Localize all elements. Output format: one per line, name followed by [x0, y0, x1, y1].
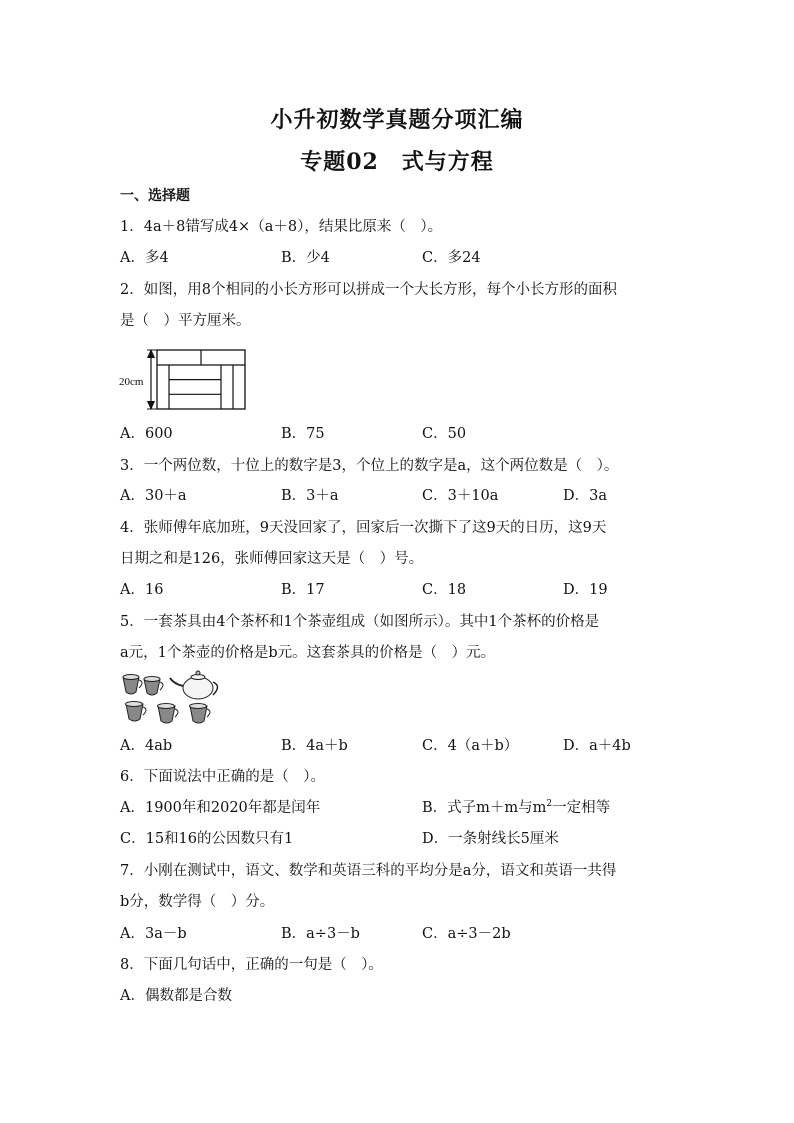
question-7-text-line-2: b分，数学得（ ）分。 — [120, 894, 275, 910]
q2-option-a: A．600 — [120, 426, 173, 442]
q3-option-b: B．3＋a — [281, 488, 339, 504]
q1-option-c: C．多24 — [422, 250, 481, 266]
rectangle-puzzle-figure — [145, 348, 249, 412]
q1-option-b: B．少4 — [281, 250, 330, 266]
q5-option-c: C．4（a＋b） — [422, 738, 519, 754]
q4-option-d: D．19 — [563, 582, 608, 598]
section-heading: 一、选择题 — [120, 188, 190, 204]
q2-option-c: C．50 — [422, 426, 467, 442]
q2-option-b: B．75 — [281, 426, 325, 442]
question-2-text-line-1: 2．如图，用8个相同的小长方形可以拼成一个大长方形，每个小长方形的面积 — [120, 282, 617, 298]
question-5-text-line-2: a元，1个茶壶的价格是b元。这套茶具的价格是（ ）元。 — [120, 645, 496, 661]
q7-option-c: C．a÷3－2b — [422, 926, 511, 942]
q3-option-c: C．3＋10a — [422, 488, 499, 504]
q6-option-d: D．一条射线长5厘米 — [422, 831, 559, 847]
tea-set-figure — [118, 668, 224, 730]
q7-option-a: A．3a－b — [120, 926, 187, 942]
q5-option-d: D．a＋4b — [563, 738, 631, 754]
q6-option-b: B．式子m＋m与$m^2$一定相等 — [422, 799, 611, 816]
question-6-text: 6．下面说法中正确的是（ ）。 — [120, 769, 325, 785]
q5-option-b: B．4a＋b — [281, 738, 348, 754]
q4-option-c: C．18 — [422, 582, 467, 598]
q7-option-b: B．a÷3－b — [281, 926, 360, 942]
figure-dimension-label: 20cm — [119, 376, 144, 388]
question-4-text-line-1: 4．张师傅年底加班，9天没回家了，回家后一次撕下了这9天的日历，这9天 — [120, 520, 607, 536]
question-7-text-line-1: 7．小刚在测试中，语文、数学和英语三科的平均分是a分，语文和英语一共得 — [120, 863, 617, 879]
q6-option-c: C．15和16的公因数只有1 — [120, 831, 294, 847]
q6-option-a: A．1900年和2020年都是闰年 — [120, 800, 321, 816]
question-8-text: 8．下面几句话中，正确的一句是（ ）。 — [120, 957, 383, 973]
q8-option-a: A．偶数都是合数 — [120, 988, 232, 1004]
question-2-text-line-2: 是（ ）平方厘米。 — [120, 313, 251, 329]
document-title: 小升初数学真题分项汇编 — [270, 107, 524, 133]
q3-option-d: D．3a — [563, 488, 607, 504]
q4-option-b: B．17 — [281, 582, 325, 598]
q1-option-a: A．多4 — [120, 250, 169, 266]
q3-option-a: A．30＋a — [120, 488, 187, 504]
document-subtitle: 专题02 式与方程 — [300, 149, 494, 175]
question-1-text: 1．4a＋8错写成4×（a＋8），结果比原来（ ）。 — [120, 219, 443, 235]
q4-option-a: A．16 — [120, 582, 164, 598]
question-3-text: 3．一个两位数，十位上的数字是3，个位上的数字是a，这个两位数是（ ）。 — [120, 458, 619, 474]
question-4-text-line-2: 日期之和是126，张师傅回家这天是（ ）号。 — [120, 551, 424, 567]
question-5-text-line-1: 5．一套茶具由4个茶杯和1个茶壶组成（如图所示）。其中1个茶杯的价格是 — [120, 614, 600, 630]
q5-option-a: A．4ab — [120, 738, 173, 754]
